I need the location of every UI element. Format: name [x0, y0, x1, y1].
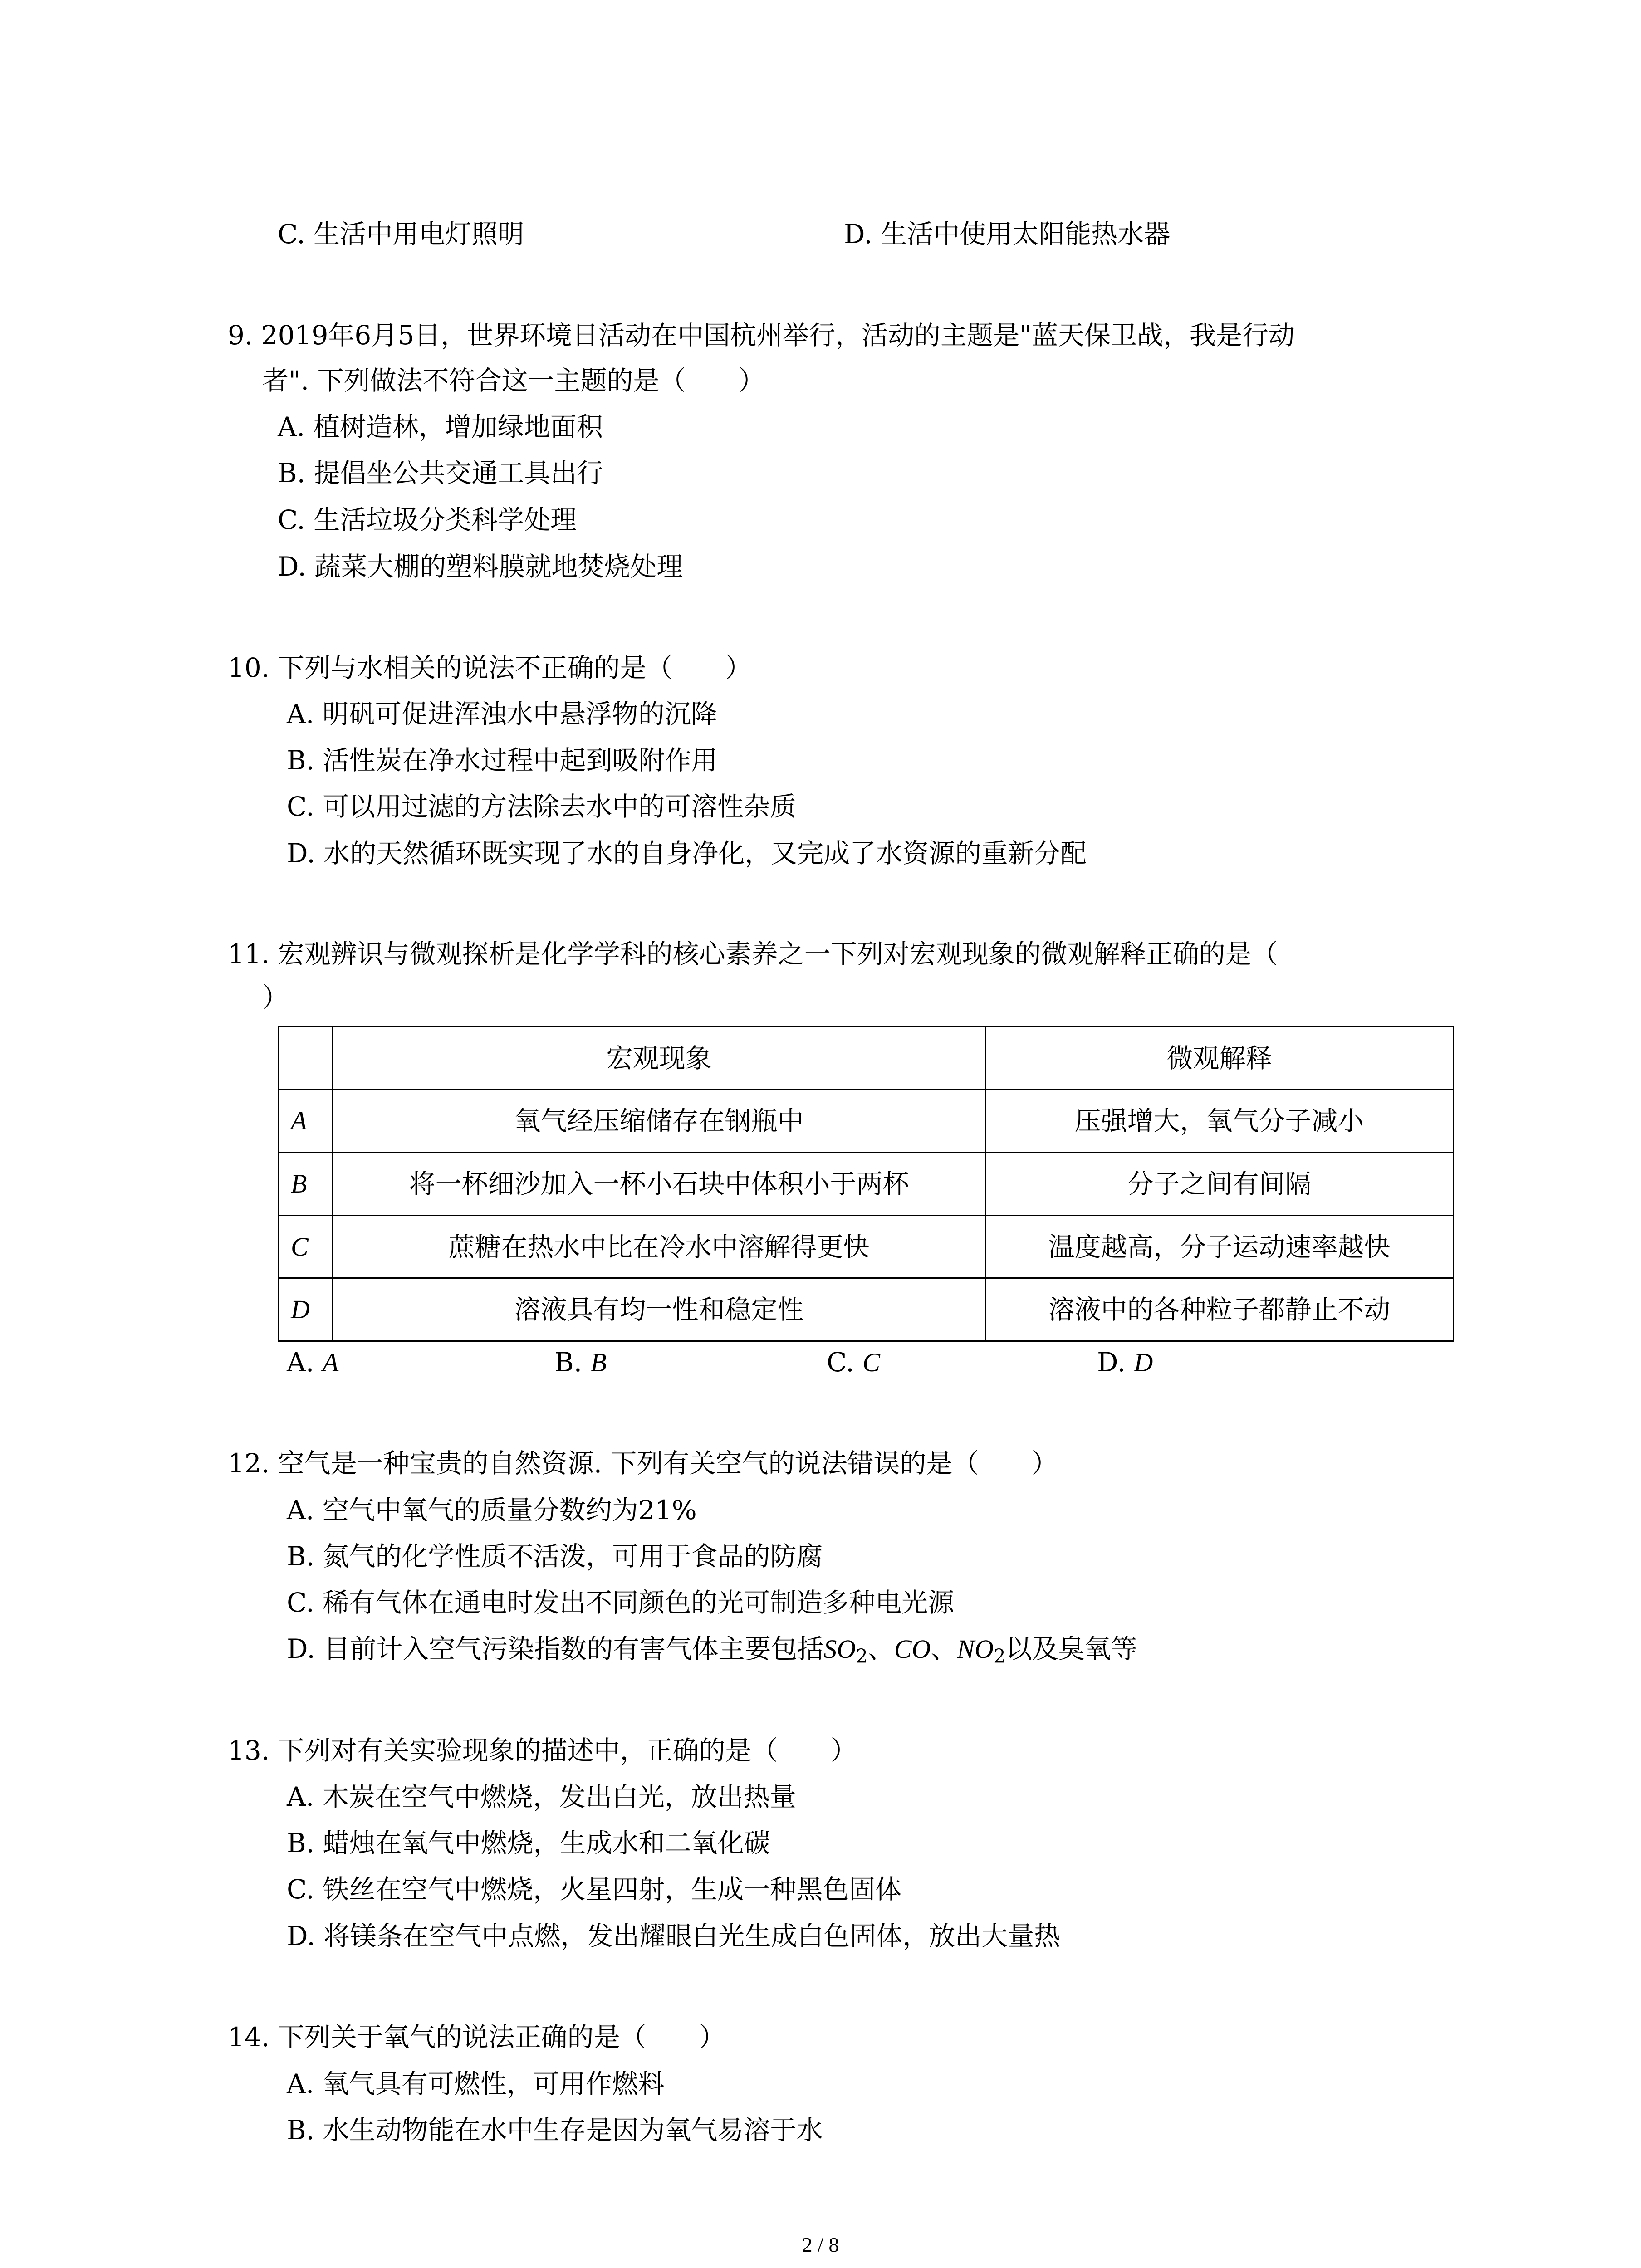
table-row [279, 1153, 1454, 1216]
q12-option-b: B. 氮气的化学性质不活泼，可用于食品的防腐 [287, 1541, 823, 1572]
q14-stem: 14. 下列关于氧气的说法正确的是（ ） [228, 2022, 725, 2053]
q11-stem-line1: 11. 宏观辨识与微观探析是化学学科的核心素养之一下列对宏观现象的微观解释正确的是（ [228, 938, 1278, 969]
table-header-cell [279, 1027, 333, 1090]
choice-prefix: B. [554, 1347, 583, 1378]
separator: 、 [867, 1633, 894, 1664]
phenomenon-cell: 溶液具有均一性和稳定性 [333, 1278, 985, 1341]
page-number: 2 / 8 [802, 2233, 839, 2256]
q12-option-d [287, 1633, 1137, 1667]
explanation-cell: 分子之间有间隔 [985, 1153, 1454, 1216]
q11-choice-d [1097, 1349, 1153, 1376]
q13-option-c: C. 铁丝在空气中燃烧，火星四射，生成一种黑色固体 [287, 1874, 902, 1905]
choice-prefix: C. [827, 1347, 854, 1378]
table-row [279, 1278, 1454, 1341]
q13-stem: 13. 下列对有关实验现象的描述中，正确的是（ ） [228, 1735, 857, 1766]
choice-prefix: A. [287, 1347, 314, 1378]
q9-stem-line2: 者". 下列做法不符合这一主题的是（ ） [262, 365, 765, 396]
table-header-row [279, 1027, 1454, 1090]
choice-prefix: D. [1097, 1347, 1126, 1378]
choice-value: A [322, 1348, 339, 1377]
q11-choice-a [287, 1349, 338, 1376]
table-row [279, 1215, 1454, 1278]
q13-option-d: D. 将镁条在空气中点燃，发出耀眼白光生成白色固体，放出大量热 [287, 1921, 1061, 1951]
q10-option-c: C. 可以用过滤的方法除去水中的可溶性杂质 [287, 791, 797, 822]
separator: 、 [931, 1633, 957, 1664]
phenomenon-cell: 蔗糖在热水中比在冷水中溶解得更快 [333, 1215, 985, 1278]
q11-stem-line2: ） [262, 982, 289, 1013]
phenomenon-cell: 将一杯细沙加入一杯小石块中体积小于两杯 [333, 1153, 985, 1216]
q12-option-c: C. 稀有气体在通电时发出不同颜色的光可制造多种电光源 [287, 1587, 955, 1618]
phenomenon-cell: 氧气经压缩储存在钢瓶中 [333, 1090, 985, 1153]
explanation-cell: 溶液中的各种粒子都静止不动 [985, 1278, 1454, 1341]
row-key: A [279, 1090, 333, 1153]
q9-option-d: D. 蔬菜大棚的塑料膜就地焚烧处理 [278, 551, 683, 582]
q10-option-d: D. 水的天然循环既实现了水的自身净化，又完成了水资源的重新分配 [287, 838, 1087, 869]
option-text: 以及臭氧等 [1005, 1633, 1137, 1664]
q11-choice-b [554, 1349, 607, 1376]
formula-so2: SO [823, 1634, 856, 1664]
choice-value: C [862, 1348, 880, 1377]
row-key: D [279, 1278, 333, 1341]
q9-stem-line1: 9. 2019年6月5日，世界环境日活动在中国杭州举行，活动的主题是"蓝天保卫战，我是行动 [228, 320, 1295, 351]
q9-option-b: B. 提倡坐公共交通工具出行 [278, 458, 603, 489]
q13-option-a: A. 木炭在空气中燃烧，发出白光，放出热量 [287, 1781, 796, 1812]
q14-option-b: B. 水生动物能在水中生存是因为氧气易溶于水 [287, 2115, 823, 2146]
q10-option-b: B. 活性炭在净水过程中起到吸附作用 [287, 745, 718, 776]
table-header-cell: 微观解释 [985, 1027, 1454, 1090]
q10-option-a: A. 明矾可促进浑浊水中悬浮物的沉降 [287, 699, 717, 729]
q9-option-a: A. 植树造林，增加绿地面积 [278, 411, 603, 442]
formula-co: CO [894, 1634, 931, 1664]
q13-option-b: B. 蜡烛在氧气中燃烧，生成水和二氧化碳 [287, 1828, 770, 1858]
row-key: B [279, 1153, 333, 1216]
q12-stem: 12. 空气是一种宝贵的自然资源. 下列有关空气的说法错误的是（ ） [228, 1448, 1058, 1479]
formula-no2: NO [957, 1634, 994, 1664]
table-row [279, 1090, 1454, 1153]
choice-value: B [590, 1348, 607, 1377]
table-header-cell: 宏观现象 [333, 1027, 985, 1090]
q10-stem: 10. 下列与水相关的说法不正确的是（ ） [228, 652, 752, 683]
explanation-cell: 温度越高，分子运动速率越快 [985, 1215, 1454, 1278]
q11-choice-c [827, 1349, 880, 1376]
q9-option-c: C. 生活垃圾分类科学处理 [278, 504, 577, 535]
q8-option-d: D. 生活中使用太阳能热水器 [844, 219, 1171, 249]
q8-option-c: C. 生活中用电灯照明 [278, 219, 524, 249]
q11-table [278, 1026, 1454, 1342]
option-text: D. 目前计入空气污染指数的有害气体主要包括 [287, 1633, 824, 1664]
choice-value: D [1134, 1348, 1153, 1377]
q12-option-a: A. 空气中氧气的质量分数约为21% [287, 1495, 697, 1525]
explanation-cell: 压强增大，氧气分子减小 [985, 1090, 1454, 1153]
q14-option-a: A. 氧气具有可燃性，可用作燃料 [287, 2068, 665, 2099]
row-key: C [279, 1215, 333, 1278]
subscript: 2 [856, 1645, 868, 1667]
subscript: 2 [993, 1645, 1006, 1667]
